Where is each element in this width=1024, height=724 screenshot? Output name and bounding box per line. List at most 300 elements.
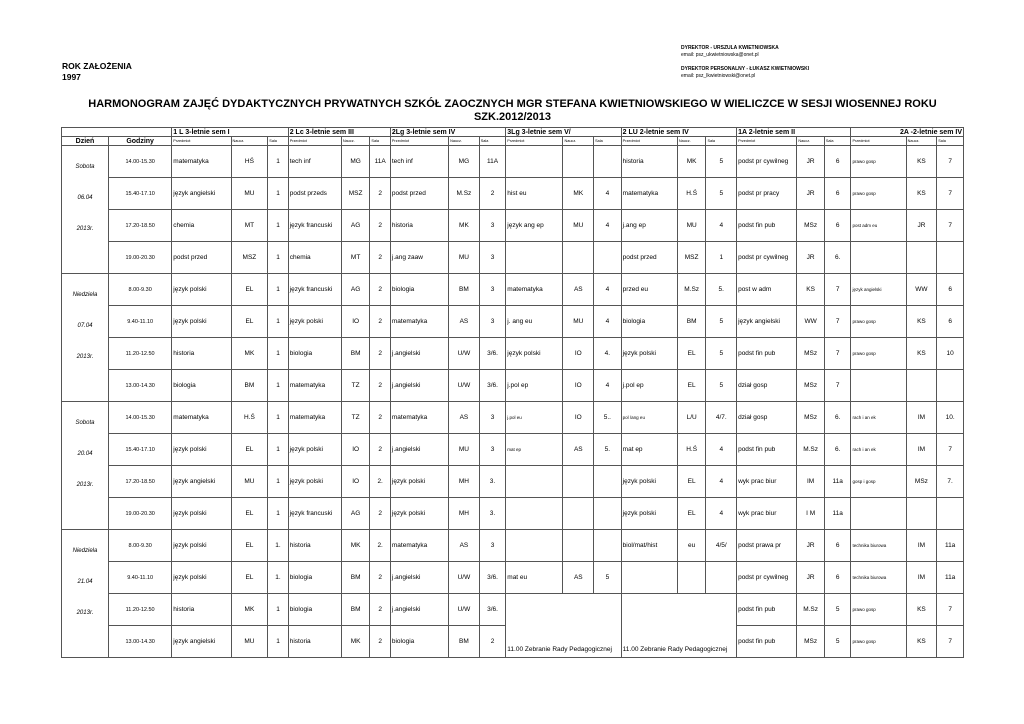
room-cell: 1: [268, 146, 288, 178]
subject-column-header: Przedmiot: [737, 137, 797, 146]
room-cell: 2: [370, 402, 390, 434]
room-column-header: Sala: [370, 137, 390, 146]
room-cell: 5: [706, 370, 737, 402]
subject-cell: prawo gosp: [851, 338, 906, 370]
teacher-cell: MH: [449, 498, 480, 530]
subject-cell: język polski: [172, 434, 231, 466]
teacher-cell: MSz: [797, 338, 825, 370]
room-cell: 7.: [937, 466, 964, 498]
subject-cell: podst fin pub: [737, 434, 797, 466]
teacher-cell: MU: [449, 434, 480, 466]
room-cell: 2: [370, 210, 390, 242]
room-cell: 3/6.: [479, 338, 506, 370]
subject-cell: język ang ep: [506, 210, 563, 242]
subject-cell: podst prawa pr: [737, 530, 797, 562]
teacher-cell: EL: [677, 466, 706, 498]
teacher-cell: WW: [906, 274, 937, 306]
teacher-cell: BM: [677, 306, 706, 338]
title-line-1: HARMONOGRAM ZAJĘĆ DYDAKTYCZNYCH PRYWATNYCH SZKÓŁ ZAOCZNYCH MGR STEFANA KWIETNIOWSKIEGO W WIELICZCE W SESJI WIOSENNEJ ROKU: [88, 98, 937, 110]
subject-cell: matematyka: [390, 306, 448, 338]
subject-cell: biologia: [288, 594, 341, 626]
teacher-cell: EL: [231, 306, 268, 338]
teacher-cell: KS: [797, 274, 825, 306]
subject-cell: język francuski: [288, 210, 341, 242]
room-cell: 3/6.: [479, 370, 506, 402]
group-header: 3Lg 3-letnie sem V/: [506, 128, 621, 137]
table-row: [62, 594, 964, 626]
subject-cell: j. ang eu: [506, 306, 563, 338]
subject-cell: technika biurowa: [851, 562, 906, 594]
table-row: [62, 146, 964, 178]
teacher-cell: MK: [563, 178, 594, 210]
teacher-column-header: Naucz.: [906, 137, 937, 146]
teacher-cell: MU: [231, 626, 268, 658]
teacher-cell: IO: [341, 306, 370, 338]
teacher-cell: WW: [797, 306, 825, 338]
hours-cell: 8.00-9.30: [108, 274, 171, 306]
subject-cell: matematyka: [288, 370, 341, 402]
room-cell: 2: [370, 306, 390, 338]
room-cell: 4: [594, 274, 622, 306]
teacher-cell: JR: [797, 242, 825, 274]
subject-column-header: Przedmiot: [851, 137, 906, 146]
room-cell: 5: [706, 306, 737, 338]
directors-info: [681, 45, 809, 80]
subject-cell: [851, 498, 906, 530]
group-header: 2Lg 3-letnie sem IV: [390, 128, 505, 137]
teacher-cell: AS: [449, 530, 480, 562]
teacher-cell: JR: [797, 562, 825, 594]
teacher-cell: JR: [797, 530, 825, 562]
subject-column-header: Przedmiot: [390, 137, 448, 146]
room-cell: 3: [479, 274, 506, 306]
meeting-note: 11.00 Zebranie Rady Pedagogicznej: [621, 594, 736, 658]
room-column-header: Sala: [268, 137, 288, 146]
day-date: 20.04: [77, 451, 93, 457]
room-cell: 3: [479, 402, 506, 434]
room-cell: 11a: [937, 530, 964, 562]
teacher-cell: MU: [677, 210, 706, 242]
subject-cell: język francuski: [288, 274, 341, 306]
subject-cell: rach i an ek: [851, 402, 906, 434]
room-cell: 2: [370, 594, 390, 626]
schedule-title: [61, 98, 964, 124]
group-header: 2A -2-letnie sem IV: [851, 128, 964, 137]
subject-cell: mat ep: [621, 434, 677, 466]
room-cell: 1: [268, 370, 288, 402]
subject-cell: prawo gosp: [851, 178, 906, 210]
subject-cell: chemia: [288, 242, 341, 274]
subject-cell: język polski: [172, 562, 231, 594]
room-cell: 4.: [594, 338, 622, 370]
group-header: 1A 2-letnie sem II: [737, 128, 851, 137]
room-cell: 1: [268, 594, 288, 626]
subject-cell: pol /ang eu: [621, 402, 677, 434]
room-cell: 3: [479, 306, 506, 338]
table-row: [62, 498, 964, 530]
subject-cell: język angielski: [172, 178, 231, 210]
teacher-cell: MU: [563, 210, 594, 242]
teacher-cell: MSZ: [231, 242, 268, 274]
teacher-cell: HŚ: [231, 146, 268, 178]
room-cell: 4: [594, 178, 622, 210]
teacher-cell: AG: [341, 274, 370, 306]
subject-cell: j.pol ep: [621, 370, 677, 402]
teacher-cell: AG: [341, 210, 370, 242]
room-cell: 4: [594, 210, 622, 242]
teacher-cell: IM: [906, 562, 937, 594]
hours-cell: 14.00-15.30: [108, 402, 171, 434]
group-header-blank: [62, 128, 172, 137]
table-row: [62, 210, 964, 242]
subject-cell: prawo gosp: [851, 146, 906, 178]
hours-cell: 9.40-11.10: [108, 562, 171, 594]
subject-cell: historia: [288, 626, 341, 658]
subject-cell: wyk prac biur: [737, 498, 797, 530]
teacher-cell: U/W: [449, 338, 480, 370]
subject-cell: prawo gosp: [851, 626, 906, 658]
teacher-cell: IM: [906, 434, 937, 466]
hours-cell: 17.20-18.50: [108, 466, 171, 498]
subject-cell: dział gosp: [737, 370, 797, 402]
teacher-cell: EL: [677, 370, 706, 402]
teacher-cell: M.Sz: [449, 178, 480, 210]
subject-cell: wyk prac biur: [737, 466, 797, 498]
room-cell: 1: [268, 466, 288, 498]
subject-cell: język polski: [172, 498, 231, 530]
subject-cell: język polski: [288, 466, 341, 498]
room-cell: 1.: [268, 562, 288, 594]
room-cell: 6: [824, 562, 851, 594]
day-date: 07.04: [77, 323, 93, 329]
subject-cell: język polski: [621, 466, 677, 498]
teacher-cell: KS: [906, 338, 937, 370]
teacher-cell: MU: [449, 242, 480, 274]
teacher-cell: M.Sz: [677, 274, 706, 306]
room-cell: [937, 370, 964, 402]
subject-cell: prawo gosp: [851, 594, 906, 626]
subject-cell: [851, 370, 906, 402]
teacher-cell: H.Ś: [677, 178, 706, 210]
subject-cell: historia: [172, 338, 231, 370]
room-cell: 5: [824, 594, 851, 626]
hours-cell: 14.00-15.30: [108, 146, 171, 178]
room-column-header: Sala: [479, 137, 506, 146]
room-cell: 1: [268, 210, 288, 242]
teacher-cell: IO: [341, 434, 370, 466]
table-row: [62, 338, 964, 370]
subject-cell: biologia: [172, 370, 231, 402]
room-cell: 1: [268, 242, 288, 274]
room-cell: 4: [706, 498, 737, 530]
room-cell: 7: [937, 178, 964, 210]
subject-cell: język angielski: [172, 466, 231, 498]
room-cell: 2: [370, 178, 390, 210]
teacher-cell: EL: [231, 274, 268, 306]
room-cell: 7: [824, 370, 851, 402]
subject-cell: język polski: [288, 306, 341, 338]
director-name: DYREKTOR - URSZULA KWIETNIOWSKA: [681, 45, 779, 51]
teacher-cell: JR: [906, 210, 937, 242]
teacher-cell: BM: [341, 594, 370, 626]
room-cell: 7: [937, 594, 964, 626]
room-cell: [594, 530, 622, 562]
hours-cell: 11.20-12.50: [108, 594, 171, 626]
room-cell: 5: [594, 562, 622, 594]
hours-cell: 15.40-17.10: [108, 434, 171, 466]
teacher-cell: MSZ: [341, 178, 370, 210]
teacher-cell: I M: [797, 498, 825, 530]
hours-column-header: Godziny: [108, 137, 171, 146]
founding-year: 1997: [62, 72, 81, 82]
teacher-cell: MSZ: [677, 242, 706, 274]
subject-cell: matematyka: [172, 402, 231, 434]
teacher-cell: TZ: [341, 402, 370, 434]
room-cell: 2.: [370, 466, 390, 498]
subject-cell: j.angielski: [390, 562, 448, 594]
subject-cell: tech inf: [288, 146, 341, 178]
subject-cell: chemia: [172, 210, 231, 242]
subject-cell: podst fin pub: [737, 210, 797, 242]
subject-cell: j.pol ep: [506, 370, 563, 402]
room-cell: 2: [370, 562, 390, 594]
room-cell: [706, 562, 737, 594]
room-cell: 3.: [479, 466, 506, 498]
subject-cell: język angielski: [172, 626, 231, 658]
subject-cell: hist eu: [506, 178, 563, 210]
table-row: [62, 178, 964, 210]
group-header: 2 LU 2-letnie sem IV: [621, 128, 736, 137]
day-day-name: Sobota: [75, 164, 95, 170]
teacher-cell: IM: [906, 402, 937, 434]
hours-cell: 13.00-14.30: [108, 370, 171, 402]
subject-cell: j.pol eu: [506, 402, 563, 434]
teacher-cell: EL: [231, 562, 268, 594]
room-cell: 4: [594, 370, 622, 402]
teacher-cell: KS: [906, 626, 937, 658]
subject-cell: język angielski: [737, 306, 797, 338]
room-cell: 10: [937, 338, 964, 370]
teacher-cell: MSz: [797, 210, 825, 242]
subject-cell: historia: [172, 594, 231, 626]
teacher-cell: [563, 242, 594, 274]
teacher-cell: MG: [449, 146, 480, 178]
hours-cell: 11.20-12.50: [108, 338, 171, 370]
table-row: [62, 370, 964, 402]
room-cell: 2: [370, 498, 390, 530]
room-cell: 11a: [937, 562, 964, 594]
director-email[interactable]: email: psz_ukwietniowska@onet.pl: [681, 52, 759, 58]
teacher-cell: H.Ś: [231, 402, 268, 434]
subject-cell: matematyka: [172, 146, 231, 178]
teacher-cell: U/W: [449, 370, 480, 402]
teacher-cell: MT: [231, 210, 268, 242]
teacher-cell: MK: [449, 210, 480, 242]
room-cell: 11a: [824, 466, 851, 498]
subject-column-header: Przedmiot: [288, 137, 341, 146]
room-cell: 5.: [594, 434, 622, 466]
day-cell: [62, 530, 109, 658]
subject-cell: technika biurowa: [851, 530, 906, 562]
teacher-cell: M.Sz: [797, 434, 825, 466]
subject-column-header: Przedmiot: [172, 137, 231, 146]
subject-cell: matematyka: [390, 530, 448, 562]
subject-cell: biologia: [390, 274, 448, 306]
room-cell: 4/5/: [706, 530, 737, 562]
subject-cell: język polski: [390, 498, 448, 530]
subject-cell: matematyka: [288, 402, 341, 434]
teacher-cell: MG: [341, 146, 370, 178]
teacher-column-header: Naucz.: [231, 137, 268, 146]
teacher-cell: AS: [563, 562, 594, 594]
subject-column-header: Przedmiot: [506, 137, 563, 146]
hours-cell: 19.00-20.30: [108, 498, 171, 530]
room-cell: 1: [706, 242, 737, 274]
room-cell: 5: [706, 338, 737, 370]
hr-director-name: DYREKTOR PERSONALNY - ŁUKASZ KWIETNIOWSKI: [681, 66, 810, 72]
room-cell: 7: [824, 274, 851, 306]
room-cell: 2: [370, 434, 390, 466]
teacher-column-header: Naucz.: [677, 137, 706, 146]
teacher-cell: IO: [563, 402, 594, 434]
room-cell: 6: [824, 146, 851, 178]
subject-cell: historia: [621, 146, 677, 178]
room-column-header: Sala: [937, 137, 964, 146]
hours-cell: 15.40-17.10: [108, 178, 171, 210]
teacher-cell: AS: [563, 274, 594, 306]
day-year: 2013r.: [76, 354, 94, 360]
room-cell: 11A: [370, 146, 390, 178]
subject-column-header: Przedmiot: [621, 137, 677, 146]
subject-cell: matematyka: [506, 274, 563, 306]
hours-cell: 13.00-14.30: [108, 626, 171, 658]
room-cell: 2: [479, 626, 506, 658]
day-day-name: Niedziela: [72, 548, 98, 554]
teacher-cell: MU: [231, 466, 268, 498]
teacher-cell: L/U: [677, 402, 706, 434]
room-cell: 6: [937, 274, 964, 306]
table-row: [62, 274, 964, 306]
teacher-cell: MSz: [906, 466, 937, 498]
subject-cell: podst fin pub: [737, 338, 797, 370]
teacher-column-header: Naucz.: [563, 137, 594, 146]
room-cell: 1.: [268, 530, 288, 562]
teacher-cell: AS: [449, 306, 480, 338]
day-cell: [62, 274, 109, 402]
hours-cell: 9.40-11.10: [108, 306, 171, 338]
subject-cell: matematyka: [390, 402, 448, 434]
teacher-cell: IM: [906, 530, 937, 562]
room-cell: 7: [937, 146, 964, 178]
teacher-cell: JR: [797, 178, 825, 210]
teacher-cell: [906, 370, 937, 402]
day-date: 21.04: [77, 579, 93, 585]
teacher-cell: EL: [231, 498, 268, 530]
teacher-cell: BM: [341, 562, 370, 594]
room-cell: 2: [370, 370, 390, 402]
subject-cell: język polski: [506, 338, 563, 370]
teacher-cell: [563, 530, 594, 562]
subject-cell: podst pr cywilneg: [737, 562, 797, 594]
teacher-cell: [563, 466, 594, 498]
subject-cell: j.ang ep: [621, 210, 677, 242]
room-cell: 7: [824, 338, 851, 370]
teacher-cell: EL: [231, 434, 268, 466]
teacher-cell: MSz: [797, 626, 825, 658]
teacher-cell: M.Sz: [797, 594, 825, 626]
subject-cell: [506, 146, 563, 178]
subject-cell: [506, 466, 563, 498]
room-column-header: Sala: [706, 137, 737, 146]
teacher-cell: eu: [677, 530, 706, 562]
table-row: [62, 466, 964, 498]
teacher-cell: BM: [449, 274, 480, 306]
group-header: 1 L 3-letnie sem I: [172, 128, 288, 137]
teacher-cell: IO: [563, 338, 594, 370]
room-cell: 2: [370, 626, 390, 658]
room-cell: [937, 242, 964, 274]
hours-cell: 17.20-18.50: [108, 210, 171, 242]
room-cell: 5..: [594, 402, 622, 434]
room-cell: [594, 466, 622, 498]
subject-cell: biol/mat/hist: [621, 530, 677, 562]
teacher-cell: [906, 242, 937, 274]
day-day-name: Niedziela: [72, 292, 98, 298]
teacher-cell: MSz: [797, 402, 825, 434]
room-cell: 6.: [824, 402, 851, 434]
subject-cell: podst pr cywilneg: [737, 242, 797, 274]
table-row: [62, 434, 964, 466]
room-cell: 2: [370, 274, 390, 306]
hr-director-email[interactable]: email: psz_lkwietniowski@onet.pl: [681, 73, 756, 79]
subject-cell: mat ep: [506, 434, 563, 466]
room-column-header: Sala: [594, 137, 622, 146]
room-cell: 5.: [706, 274, 737, 306]
day-column-header: Dzień: [62, 137, 109, 146]
subject-cell: historia: [288, 530, 341, 562]
room-cell: 5: [706, 178, 737, 210]
teacher-cell: IM: [797, 466, 825, 498]
teacher-cell: BM: [449, 626, 480, 658]
hours-cell: 19.00-20.30: [108, 242, 171, 274]
room-cell: 1: [268, 274, 288, 306]
subject-cell: język polski: [172, 274, 231, 306]
subject-cell: podst przed: [390, 178, 448, 210]
subject-cell: język polski: [288, 434, 341, 466]
teacher-cell: U/W: [449, 562, 480, 594]
room-cell: 6: [937, 306, 964, 338]
subject-cell: prawo gosp: [851, 306, 906, 338]
room-cell: 4: [706, 466, 737, 498]
teacher-column-header: Naucz.: [449, 137, 480, 146]
teacher-cell: KS: [906, 306, 937, 338]
subject-cell: podst przeds: [288, 178, 341, 210]
room-cell: 7: [937, 210, 964, 242]
subject-cell: biologia: [288, 338, 341, 370]
room-cell: 11A: [479, 146, 506, 178]
subject-cell: podst pr cywilneg: [737, 146, 797, 178]
day-day-name: Sobota: [75, 420, 95, 426]
room-cell: 3: [479, 210, 506, 242]
subject-cell: j.angielski: [390, 338, 448, 370]
teacher-cell: MK: [341, 530, 370, 562]
subject-cell: rach i an ek: [851, 434, 906, 466]
subject-cell: dział gosp: [737, 402, 797, 434]
subject-cell: język polski: [621, 498, 677, 530]
room-cell: 6: [824, 530, 851, 562]
teacher-cell: [906, 498, 937, 530]
teacher-cell: [677, 562, 706, 594]
